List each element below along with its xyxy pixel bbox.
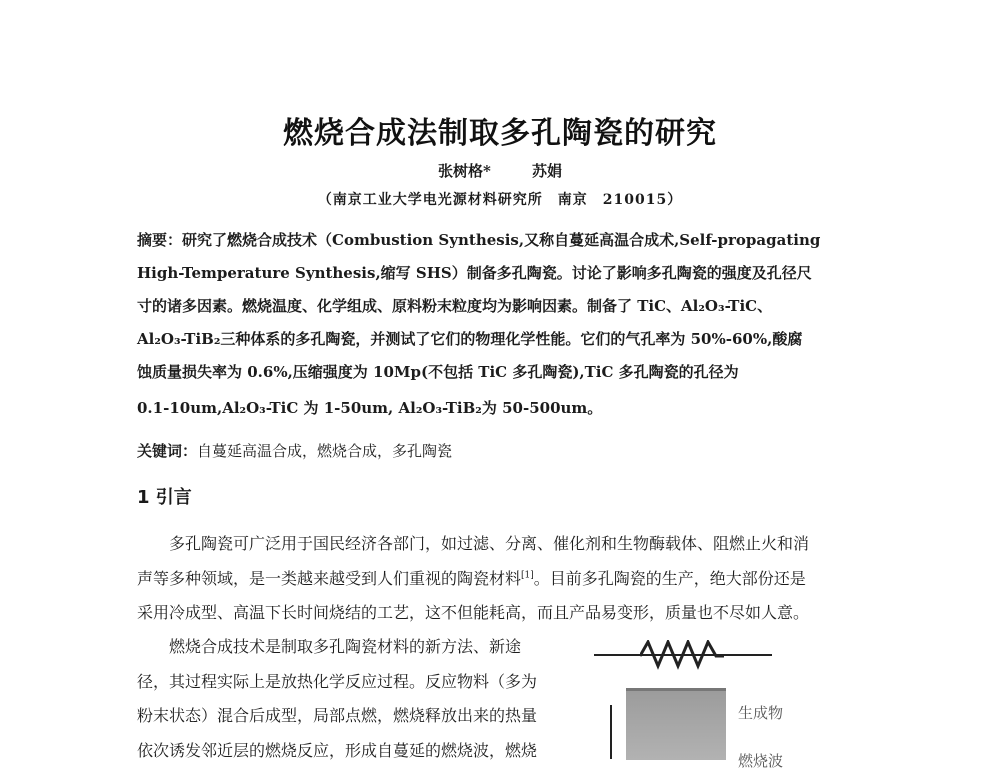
body-line: 径，其过程实际上是放热化学反应过程。反应物料（多为 — [137, 672, 538, 691]
author-list — [0, 160, 1000, 181]
keywords-text: 自蔓延高温合成，燃烧合成，多孔陶瓷 — [197, 442, 453, 460]
affiliation: （南京工业大学电光源材料研究所 南京 210015） — [317, 192, 683, 208]
body-line: 依次诱发邻近层的燃烧反应，形成自蔓延的燃烧波，燃烧 — [137, 741, 538, 760]
keywords-label: 关键词： — [137, 442, 198, 460]
body-line: 采用冷成型、高温下长时间烧结的工艺，这不但能耗高，而且产品易变形，质量也不尽如人意。 — [137, 603, 810, 622]
keywords — [137, 440, 452, 461]
abstract-line: 摘要：研究了燃烧合成技术（Combustion Synthesis,又称自蔓延高温合成术,Self-propagating — [137, 231, 821, 249]
abstract-line: High-Temperature Synthesis,缩写 SHS）制备多孔陶瓷。讨论了影响多孔陶瓷的强度及孔径尺 — [137, 264, 812, 282]
abstract-line: 0.1-10um,Al₂O₃-TiC 为 1-50um, Al₂O₃-TiB₂为 50-500um。 — [137, 399, 603, 417]
body-line: 燃烧合成技术是制取多孔陶瓷材料的新方法、新途 — [137, 637, 522, 656]
figure-label-wave: 燃烧波 — [738, 752, 784, 770]
author-name: 苏娟 — [532, 162, 563, 180]
product-block — [626, 688, 726, 760]
paper-title: 燃烧合成法制取多孔陶瓷的研究 — [283, 116, 717, 151]
body-line: 多孔陶瓷可广泛用于国民经济各部门，如过滤、分离、催化剂和生物酶载体、阻燃止火和消 — [137, 534, 810, 553]
heating-coil-icon — [640, 640, 724, 670]
citation-ref: [1] — [521, 570, 534, 581]
abstract-label: 摘要： — [137, 231, 183, 249]
abstract-line: 寸的诸多因素。燃烧温度、化学组成、原料粉末粒度均为影响因素。制备了 TiC、Al₂O₃-TiC、 — [137, 297, 773, 315]
body-line: 声等多种领域，是一类越来越受到人们重视的陶瓷材料[1]。目前多孔陶瓷的生产，绝大部份还是 — [137, 569, 806, 588]
abstract-line: Al₂O₃-TiB₂三种体系的多孔陶瓷，并测试了它们的物理化学性能。它们的气孔率为 50%-60%,酸腐 — [137, 330, 803, 348]
combustion-figure — [588, 638, 788, 770]
figure-label-product: 生成物 — [738, 704, 784, 722]
body-line: 粉末状态）混合后成型，局部点燃，燃烧释放出来的热量 — [137, 706, 538, 725]
abstract-line: 蚀质量损失率为 0.6%,压缩强度为 10Mp(不包括 TiC 多孔陶瓷),TiC 多孔陶瓷的孔径为 — [137, 363, 739, 381]
author-name: 张树格* — [437, 162, 491, 180]
figure-axis-line — [610, 705, 612, 759]
section-heading: 1 引言 — [137, 487, 192, 508]
